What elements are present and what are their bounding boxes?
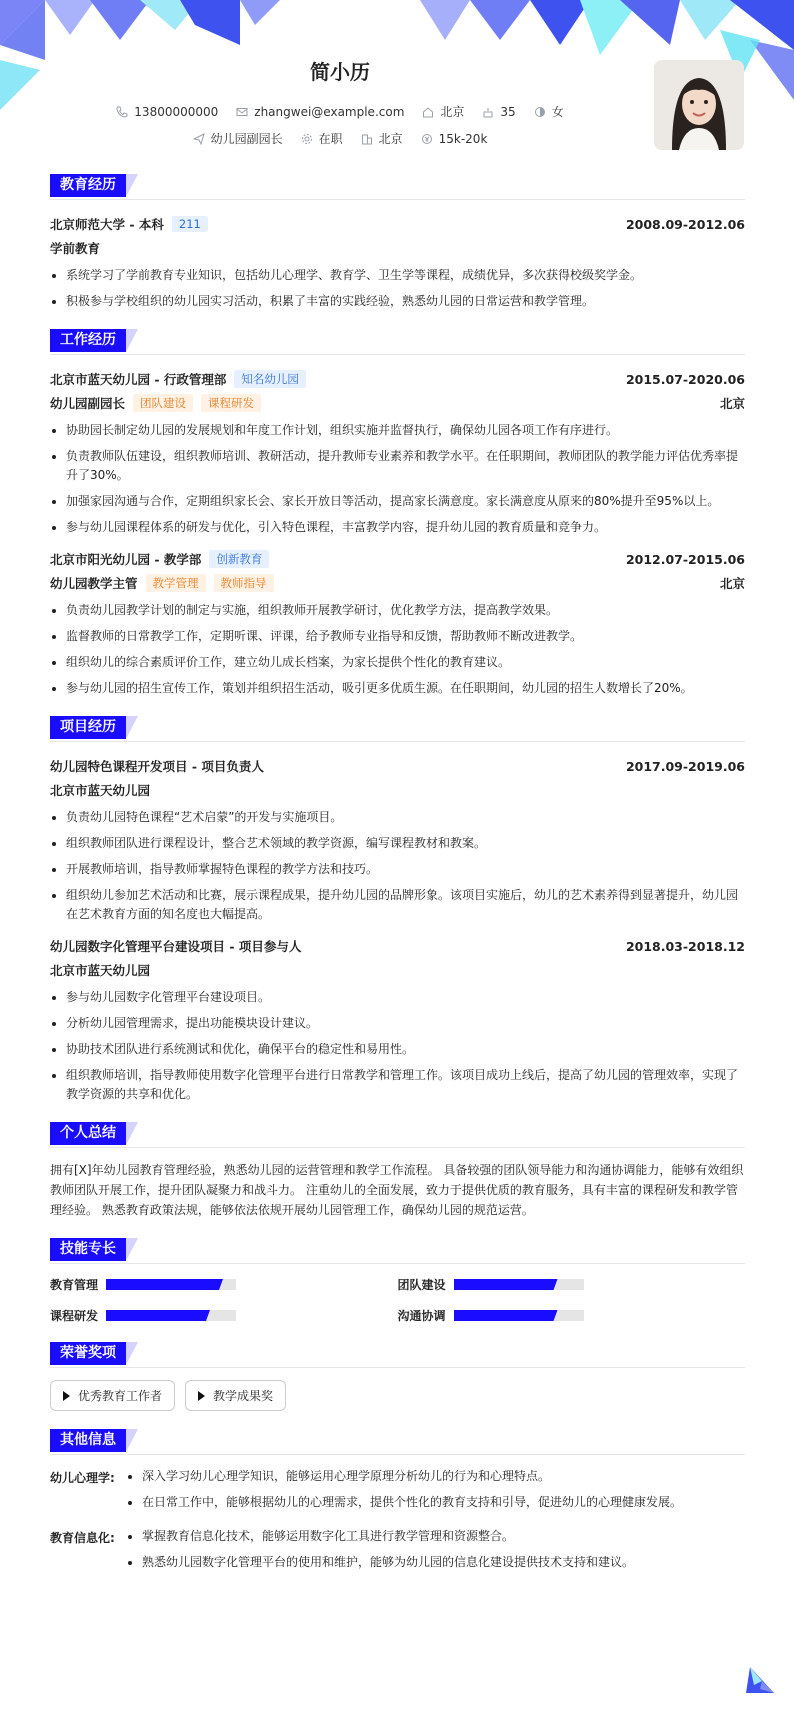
- section-header: [50, 1342, 745, 1368]
- entry-city: 北京: [719, 396, 745, 411]
- company-tag: 知名幼儿园: [234, 370, 306, 388]
- skill-label: 沟通协调: [397, 1309, 446, 1323]
- list-item: 协助园长制定幼儿园的发展规划和年度工作计划，组织实施并监督执行，确保幼儿园各项工作有序进行。: [50, 421, 745, 440]
- company-name: 北京市蓝天幼儿园 - 行政管理部: [50, 372, 227, 387]
- profile-photo: [654, 60, 744, 150]
- major-name: 学前教育: [50, 241, 101, 256]
- section-header: [50, 174, 745, 200]
- email-icon: [236, 106, 248, 118]
- play-icon: [63, 1391, 70, 1401]
- project-entry: [50, 934, 745, 1104]
- list-item: 系统学习了学前教育专业知识，包括幼儿心理学、教育学、卫生学等课程，成绩优异，多次获得校级奖学金。: [50, 266, 745, 285]
- role-tag: 团队建设: [133, 394, 193, 412]
- list-item: 开展教师培训，指导教师掌握特色课程的教学方法和技巧。: [50, 860, 745, 879]
- skill-item: [398, 1307, 746, 1324]
- project-name: 幼儿园数字化管理平台建设项目 - 项目参与人: [50, 939, 302, 954]
- role-name: 幼儿园教学主管: [50, 576, 138, 591]
- entry-subheader: [50, 778, 745, 802]
- section-header: [50, 329, 745, 355]
- list-item: 参与幼儿园的招生宣传工作，策划并组织招生活动，吸引更多优质生源。在任职期间，幼儿园的招生人数增长了20%。: [50, 679, 745, 698]
- job-info-row: [0, 130, 680, 147]
- entry-bullets: [50, 266, 745, 311]
- entry-bullets: [50, 601, 745, 698]
- project-org: 北京市蓝天幼儿园: [50, 963, 151, 978]
- section-header: [50, 716, 745, 742]
- entry-bullets: [50, 808, 745, 924]
- home-icon: [422, 106, 434, 118]
- list-item: 深入学习幼儿心理学知识，能够运用心理学原理分析幼儿的行为和心理特点。: [126, 1467, 745, 1486]
- skill-item: [50, 1276, 398, 1293]
- salary-item: [421, 130, 488, 147]
- entry-subheader: [50, 391, 745, 415]
- entry-date: 2017.09-2019.06: [625, 758, 745, 774]
- target-city-item: [361, 130, 403, 147]
- section-title: 技能专长: [50, 1238, 126, 1261]
- role-tag: 教师指导: [214, 574, 274, 592]
- entry-bullets: [50, 421, 745, 537]
- award-label: 优秀教育工作者: [78, 1389, 163, 1403]
- entry-subheader: [50, 958, 745, 982]
- entry-city: 北京: [719, 576, 745, 591]
- other-label: 幼儿心理学:: [50, 1471, 115, 1485]
- section-title: 其他信息: [50, 1429, 126, 1452]
- skills-grid: [50, 1276, 745, 1324]
- section-title: 项目经历: [50, 716, 126, 739]
- list-item: 掌握教育信息化技术，能够运用数字化工具进行教学管理和资源整合。: [126, 1527, 745, 1546]
- skill-bar: [454, 1310, 584, 1321]
- entry-header: [50, 754, 745, 778]
- resume-header: [0, 0, 794, 160]
- project-org: 北京市蓝天幼儿园: [50, 783, 151, 798]
- money-icon: [421, 133, 433, 145]
- list-item: 组织教师团队进行课程设计，整合艺术领域的教学资源，编写课程教材和教案。: [50, 834, 745, 853]
- city-text: 北京: [440, 105, 465, 119]
- status-text: 在职: [318, 132, 343, 146]
- awards-list: [50, 1380, 745, 1411]
- entry-header: [50, 547, 745, 571]
- skill-label: 课程研发: [50, 1309, 99, 1323]
- resume-body: [50, 174, 745, 1597]
- skill-bar: [454, 1279, 584, 1290]
- age-text: 35: [500, 104, 516, 119]
- position-text: 幼儿园副园长: [210, 132, 283, 146]
- skill-label: 教育管理: [50, 1278, 99, 1292]
- salary-text: 15k-20k: [438, 131, 488, 146]
- skills-section: [50, 1238, 745, 1324]
- work-section: [50, 329, 745, 698]
- gender-icon: [534, 106, 546, 118]
- company-tag: 创新教育: [209, 550, 269, 568]
- skill-label: 团队建设: [397, 1278, 446, 1292]
- entry-date: 2008.09-2012.06: [625, 216, 745, 232]
- project-name: 幼儿园特色课程开发项目 - 项目负责人: [50, 759, 264, 774]
- other-bullets: [126, 1527, 745, 1579]
- entry-bullets: [50, 988, 745, 1104]
- section-header: [50, 1122, 745, 1148]
- gear-icon: [301, 133, 313, 145]
- section-title: 荣誉奖项: [50, 1342, 126, 1365]
- section-title: 工作经历: [50, 329, 126, 352]
- phone-text: 13800000000: [134, 104, 219, 119]
- projects-section: [50, 716, 745, 1104]
- company-name: 北京市阳光幼儿园 - 教学部: [50, 552, 202, 567]
- school-name: 北京师范大学 - 本科: [50, 217, 164, 232]
- email-item: [236, 103, 404, 120]
- role-tag: 课程研发: [201, 394, 261, 412]
- summary-text: 拥有[X]年幼儿园教育管理经验，熟悉幼儿园的运营管理和教学工作流程。 具备较强的团队领导能力和沟通协调能力，能够有效组织教师团队开展工作，提升团队凝聚力和战斗力。 注重幼儿的全面发展，致力于提供优质的教育服务，具有丰富的课程研发和教学管理经验。 熟悉教育政策法规，能够依法依规开展幼儿园管理工作，确保幼儿园的规范运营。: [50, 1163, 744, 1217]
- play-icon: [198, 1391, 205, 1401]
- skill-item: [50, 1307, 398, 1324]
- award-label: 教学成果奖: [213, 1389, 274, 1403]
- contact-info-row: [0, 103, 680, 120]
- corner-logo-icon: [742, 1661, 780, 1699]
- summary-section: [50, 1122, 745, 1220]
- entry-subheader: [50, 236, 745, 260]
- other-group: [50, 1467, 745, 1519]
- skill-bar: [106, 1310, 236, 1321]
- list-item: 熟悉幼儿园数字化管理平台的使用和维护，能够为幼儿园的信息化建设提供技术支持和建议。: [126, 1553, 745, 1572]
- entry-date: 2012.07-2015.06: [625, 551, 745, 567]
- cake-icon: [482, 106, 494, 118]
- work-entry: [50, 367, 745, 537]
- entry-date: 2015.07-2020.06: [625, 371, 745, 387]
- role-name: 幼儿园副园长: [50, 396, 126, 411]
- other-label: 教育信息化:: [50, 1531, 115, 1545]
- skill-item: [398, 1276, 746, 1293]
- entry-subheader: [50, 571, 745, 595]
- skill-bar-fill: [454, 1310, 558, 1321]
- education-entry: [50, 212, 745, 311]
- section-header: [50, 1238, 745, 1264]
- skill-bar-fill: [106, 1310, 210, 1321]
- section-title: 教育经历: [50, 174, 126, 197]
- other-section: [50, 1429, 745, 1579]
- list-item: 分析幼儿园管理需求，提出功能模块设计建议。: [50, 1014, 745, 1033]
- list-item: 组织幼儿参加艺术活动和比赛，展示课程成果，提升幼儿园的品牌形象。该项目实施后，幼儿的艺术素养得到显著提升，幼儿园在艺术教育方面的知名度也大幅提高。: [50, 886, 745, 924]
- entry-header: [50, 367, 745, 391]
- award-chip: [50, 1380, 175, 1411]
- phone-icon: [116, 106, 128, 118]
- city-item: [422, 103, 464, 120]
- phone-item: [116, 103, 218, 120]
- work-entry: [50, 547, 745, 698]
- list-item: 在日常工作中，能够根据幼儿的心理需求，提供个性化的教育支持和引导，促进幼儿的心理健康发展。: [126, 1493, 745, 1512]
- list-item: 协助技术团队进行系统测试和优化，确保平台的稳定性和易用性。: [50, 1040, 745, 1059]
- email-text: zhangwei@example.com: [254, 104, 405, 119]
- list-item: 加强家园沟通与合作，定期组织家长会、家长开放日等活动，提高家长满意度。家长满意度从原来的80%提升至95%以上。: [50, 492, 745, 511]
- project-entry: [50, 754, 745, 924]
- list-item: 负责幼儿园教学计划的制定与实施，组织教师开展教学研讨，优化教学方法，提高教学效果。: [50, 601, 745, 620]
- list-item: 组织幼儿的综合素质评价工作，建立幼儿成长档案，为家长提供个性化的教育建议。: [50, 653, 745, 672]
- awards-section: [50, 1342, 745, 1411]
- section-title: 个人总结: [50, 1122, 126, 1145]
- list-item: 组织教师培训，指导教师使用数字化管理平台进行日常教学和管理工作。该项目成功上线后，提高了幼儿园的管理效率，实现了教学资源的共享和优化。: [50, 1066, 745, 1104]
- list-item: 积极参与学校组织的幼儿园实习活动，积累了丰富的实践经验，熟悉幼儿园的日常运营和教学管理。: [50, 292, 745, 311]
- position-item: [193, 130, 283, 147]
- other-group: [50, 1527, 745, 1579]
- list-item: 参与幼儿园数字化管理平台建设项目。: [50, 988, 745, 1007]
- list-item: 监督教师的日常教学工作，定期听课、评课，给予教师专业指导和反馈，帮助教师不断改进教学。: [50, 627, 745, 646]
- list-item: 参与幼儿园课程体系的研发与优化，引入特色课程，丰富教学内容，提升幼儿园的教育质量和竞争力。: [50, 518, 745, 537]
- status-item: [301, 130, 343, 147]
- section-header: [50, 1429, 745, 1455]
- entry-header: [50, 934, 745, 958]
- role-tag: 教学管理: [146, 574, 206, 592]
- gender-item: [534, 103, 564, 120]
- entry-date: 2018.03-2018.12: [625, 938, 745, 954]
- skill-bar: [106, 1279, 236, 1290]
- list-item: 负责教师队伍建设，组织教师培训、教研活动，提升教师专业素养和教学水平。在任职期间，教师团队的教学能力评估优秀率提升了30%。: [50, 447, 745, 485]
- target-city-text: 北京: [378, 132, 403, 146]
- entry-header: [50, 212, 745, 236]
- other-bullets: [126, 1467, 745, 1519]
- education-section: [50, 174, 745, 311]
- list-item: 负责幼儿园特色课程“艺术启蒙”的开发与实施项目。: [50, 808, 745, 827]
- gender-text: 女: [551, 105, 564, 119]
- school-tag: 211: [172, 216, 208, 232]
- award-chip: [185, 1380, 286, 1411]
- age-item: [482, 103, 515, 120]
- skill-bar-fill: [454, 1279, 558, 1290]
- candidate-name: 简小历: [310, 60, 370, 84]
- building-icon: [361, 133, 373, 145]
- send-icon: [193, 133, 205, 145]
- skill-bar-fill: [106, 1279, 223, 1290]
